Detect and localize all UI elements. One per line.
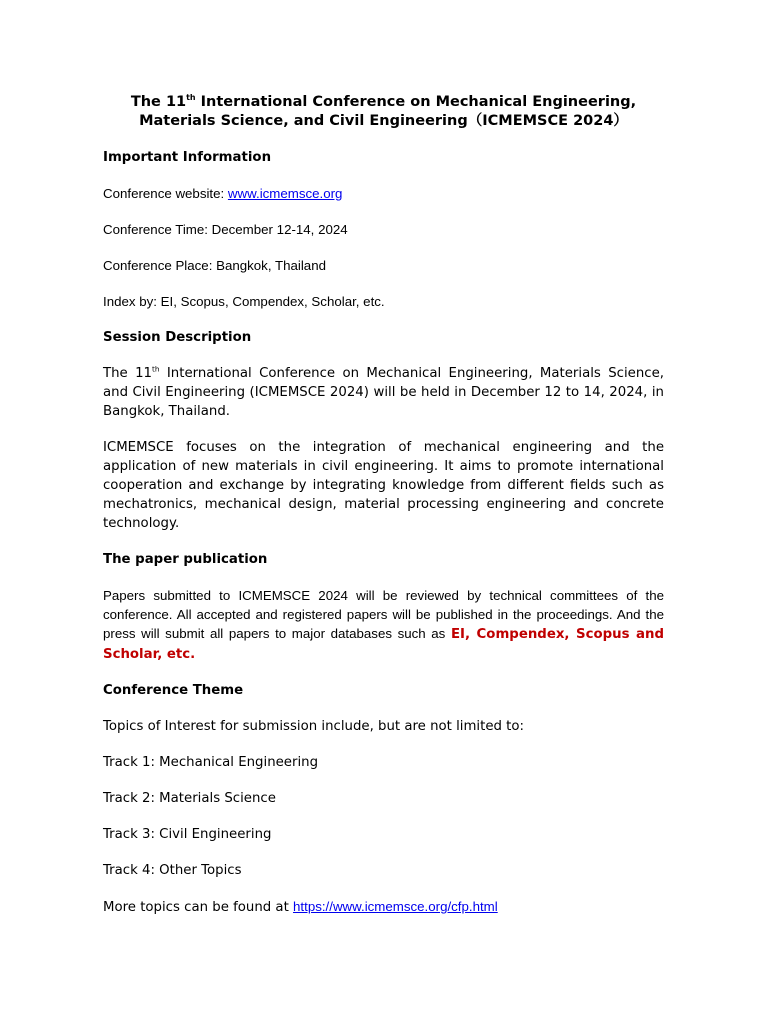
conference-theme-heading: Conference Theme [103,683,244,698]
conference-website-line [103,184,664,203]
document-page [103,93,664,934]
title-rest: International Conference on Mechanical Engineering, Materials Science, and Civil Engineering（ICMEMSCE 2024） [139,94,637,129]
more-topics-label: More topics can be found at [103,900,294,915]
document-title [103,93,664,131]
publication-paragraph [103,586,664,664]
session-paragraph-2: ICMEMSCE focuses on the integration of mechanical engineering and the application of new materials in civil engineering. It aims to promote international cooperation and exchange by integrating knowledge from different fields such as mechatronics, mechanical design, material processing engineering and concrete technology. [103,440,664,531]
track-item-4: Track 4: Other Topics [103,863,242,878]
publication-text: Papers submitted to ICMEMSCE 2024 will be reviewed by technical committees of the conference. All accepted and registered papers will be published in the proceedings. And the press will submit all papers to major databases such as [103,588,664,641]
website-link[interactable]: www.icmemsce.org [227,186,343,201]
session-p1-superscript: th [152,364,160,374]
session-description-heading: Session Description [103,330,252,345]
topics-intro: Topics of Interest for submission include, but are not limited to: [103,719,524,734]
title-superscript: th [186,93,196,103]
conference-place: Conference Place: Bangkok, Thailand [103,258,326,273]
session-paragraph-1 [103,364,664,421]
important-info-heading: Important Information [103,150,272,165]
website-label: Conference website: [103,186,228,201]
cfp-link[interactable]: https://www.icmemsce.org/cfp.html [293,899,498,914]
index-line: Index by: EI, Scopus, Compendex, Scholar, etc. [103,294,385,309]
session-p1-prefix: The 11 [103,366,153,381]
track-item-3: Track 3: Civil Engineering [103,827,272,842]
more-topics-line [103,897,664,917]
session-p1-rest: International Conference on Mechanical Engineering, Materials Science, and Civil Engineering (ICMEMSCE 2024) will be held in December 12 to 14, 2024, in Bangkok, Thailand. [103,366,664,419]
conference-time: Conference Time: December 12-14, 2024 [103,222,348,237]
track-item-2: Track 2: Materials Science [103,791,276,806]
databases-highlight: EI, Compendex, Scopus and Scholar, etc. [103,627,664,662]
title-prefix: The 11 [130,94,187,110]
paper-publication-heading: The paper publication [103,552,268,567]
track-item-1: Track 1: Mechanical Engineering [103,755,319,770]
